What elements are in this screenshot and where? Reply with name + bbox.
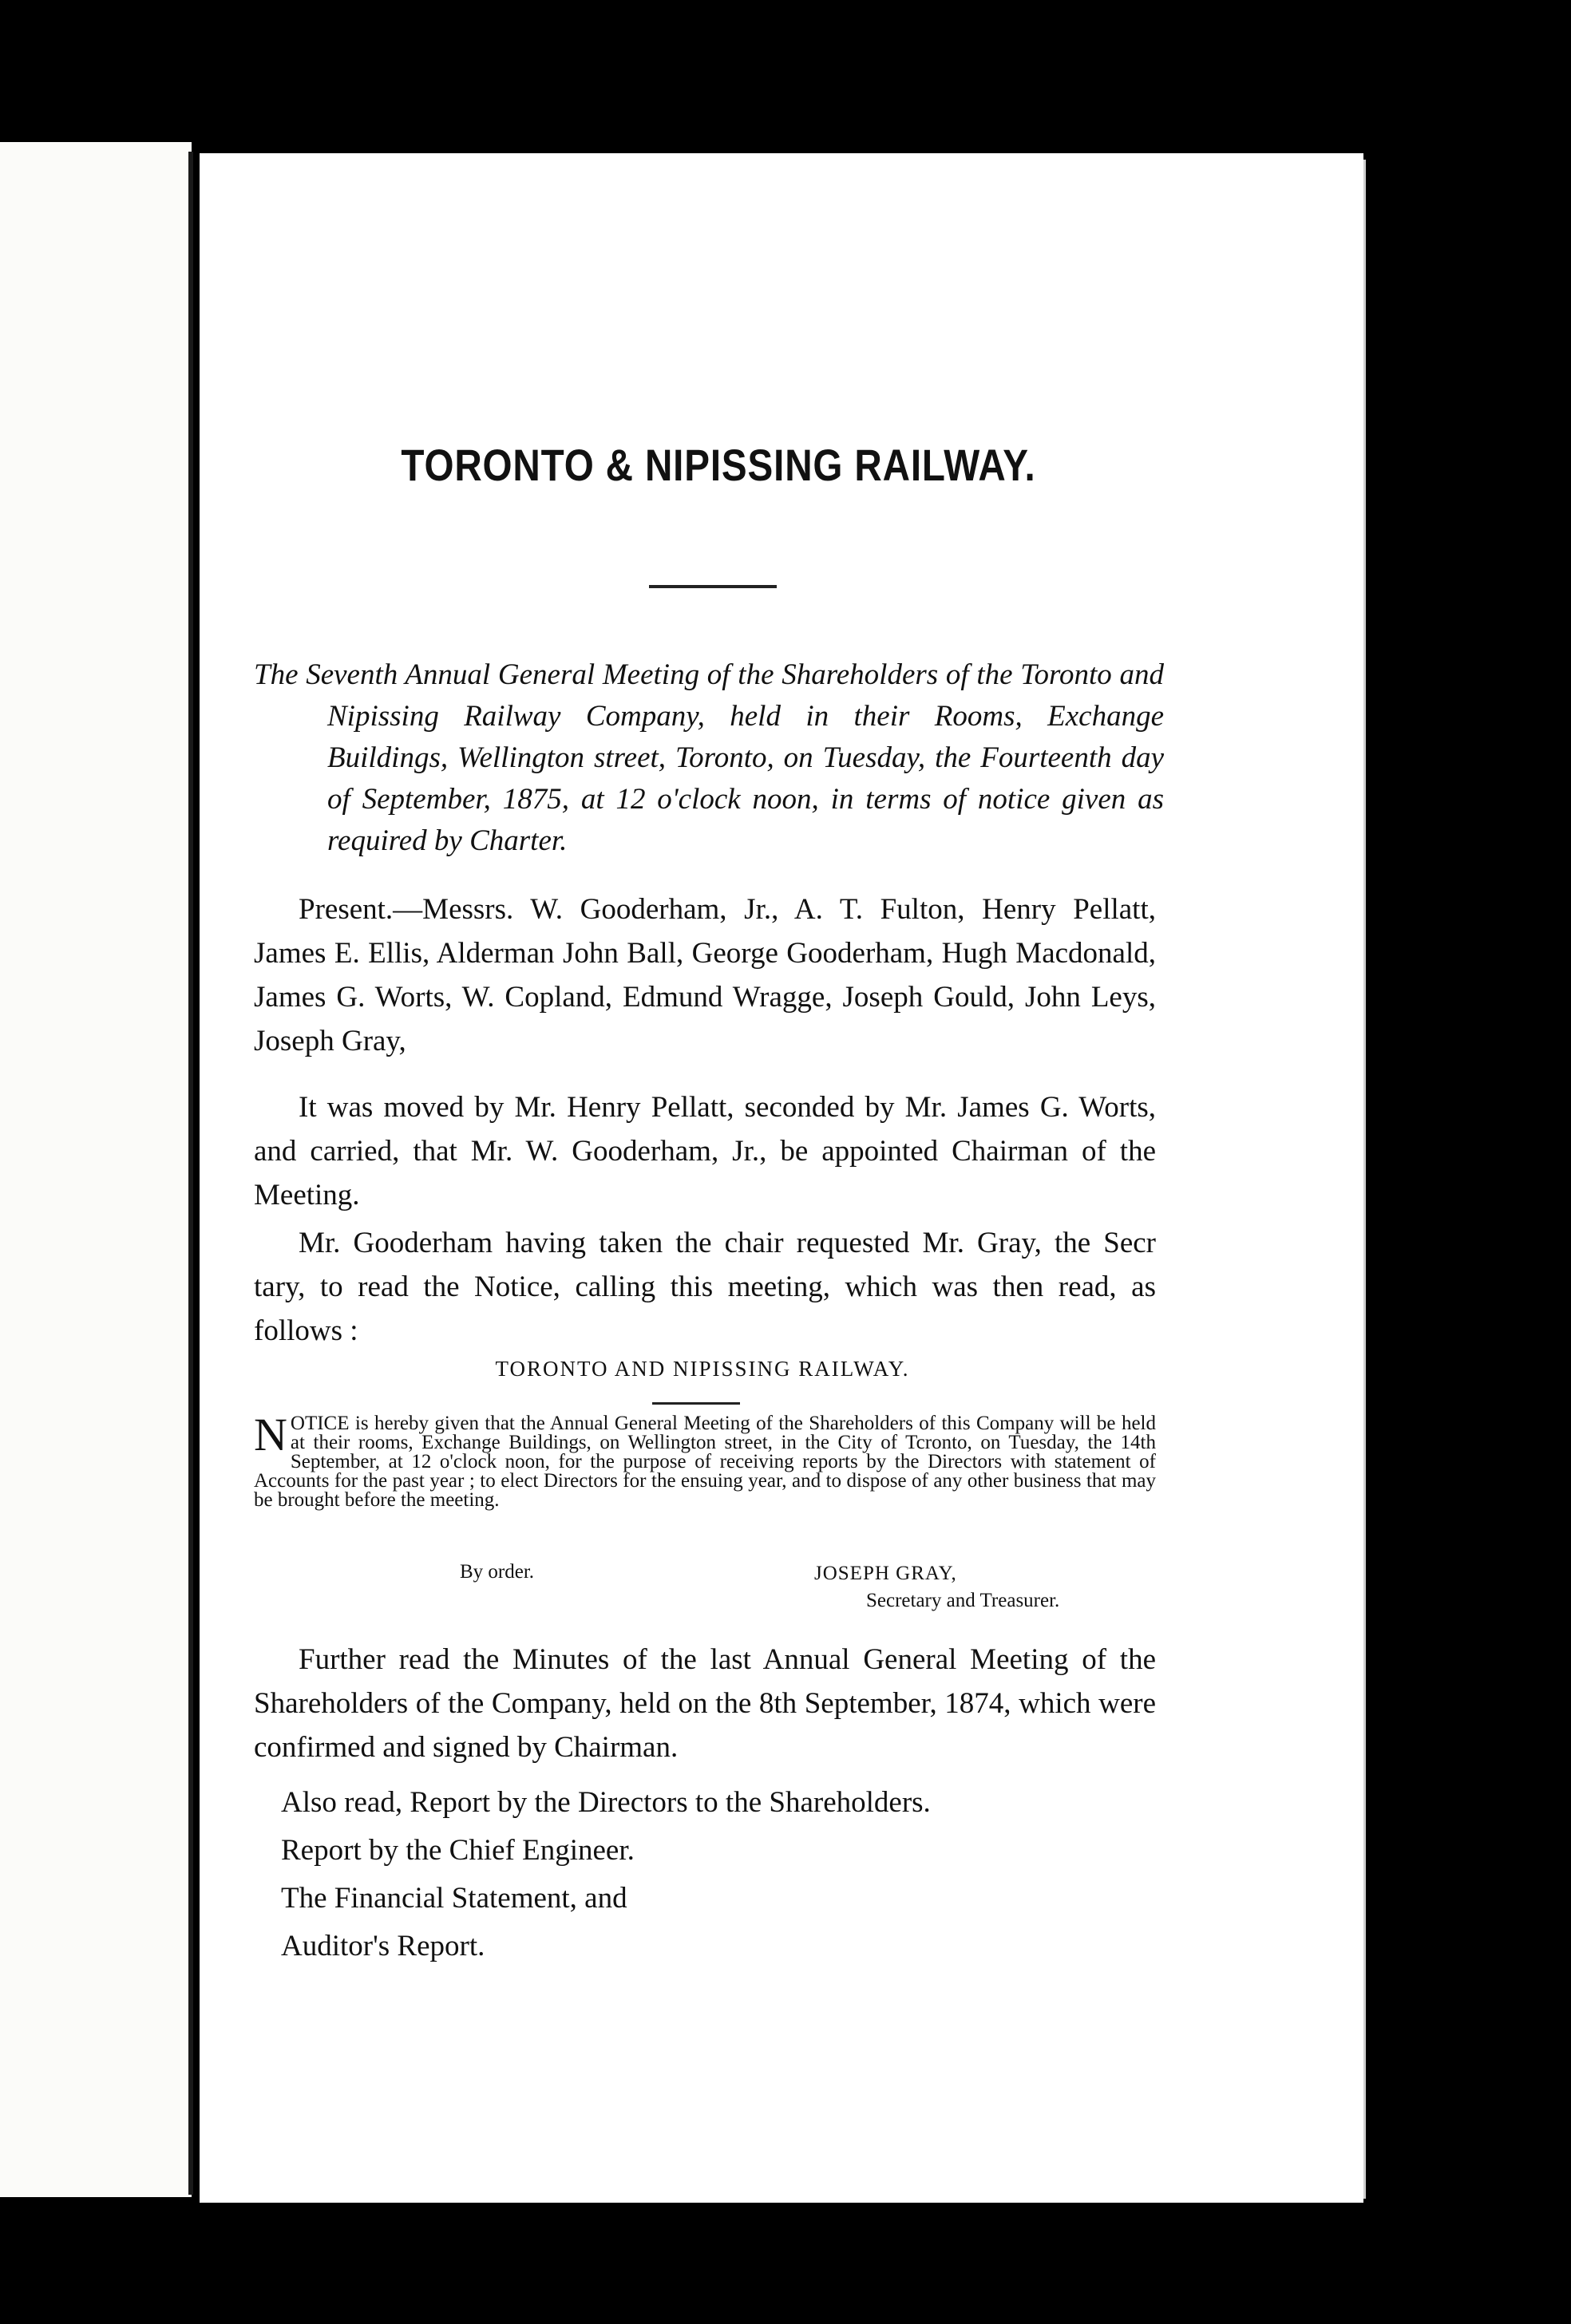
further-paragraph: Further read the Minutes of the last Annual General Meeting of the Shareholders of the Company, held on the 8th September, 1874, which were confirmed and signed by Chairman. <box>254 1643 1156 1764</box>
notice-text: OTICE is hereby given that the Annual General Meeting of the Shareholders of this Company will be held at their rooms, Exchange Buildings, on Wellington street, in the City of Tcronto, on Tuesday, the 14th September, at 12 o'clock noon, for the purpose of receiving reports by the Directors with statement of Accounts for the past year ; to elect Directors for the ensuing year, and to dispose of any other business that may be brought before the meeting. <box>254 1413 1156 1511</box>
notice-body <box>254 1409 1156 1511</box>
meeting-intro <box>254 654 1164 862</box>
present-paragraph: Present.—Messrs. W. Gooderham, Jr., A. T. Fulton, Henry Pellatt, James E. Ellis, Alderman John Ball, George Gooderham, Hugh Macdonald, James G. Worts, W. Copland, Edmund Wragge, Joseph Gould, John Leys, Joseph Gray, <box>254 893 1156 1057</box>
list-item: The Financial Statement, and <box>281 1882 627 1915</box>
motion-paragraph: It was moved by Mr. Henry Pellatt, seconded by Mr. James G. Worts, and carried, that Mr. W. Gooderham, Jr., be appointed Chairman of the Meeting. <box>254 1091 1156 1211</box>
signer-name: JOSEPH GRAY, <box>814 1563 957 1584</box>
page-edge <box>1363 160 1366 2199</box>
notice-heading: TORONTO AND NIPISSING RAILWAY. <box>495 1357 910 1381</box>
list-item: Report by the Chief Engineer. <box>281 1834 635 1867</box>
list-item: Also read, Report by the Directors to the Shareholders. <box>281 1786 931 1819</box>
by-order-label: By order. <box>460 1561 535 1583</box>
document-title: TORONTO & NIPISSING RAILWAY. <box>401 440 1036 490</box>
signer-title: Secretary and Treasurer. <box>866 1590 1060 1611</box>
notice-dropcap: N <box>254 1409 287 1460</box>
list-item: Auditor's Report. <box>281 1930 485 1962</box>
chair-paragraph: Mr. Gooderham having taken the chair requested Mr. Gray, the Secr tary, to read the Notice, calling this meeting, which was then read, as follows : <box>254 1227 1156 1347</box>
notice-divider <box>652 1402 740 1405</box>
meeting-intro-text: The Seventh Annual General Meeting of the Shareholders of the Toronto and Nipissing Railway Company, held in their Rooms, Exchange Buildings, Wellington street, Toronto, on Tuesday, the Fourteenth day of September, 1875, at 12 o'clock noon, in terms of notice given as required by Charter. <box>254 658 1164 857</box>
title-divider <box>649 585 777 588</box>
